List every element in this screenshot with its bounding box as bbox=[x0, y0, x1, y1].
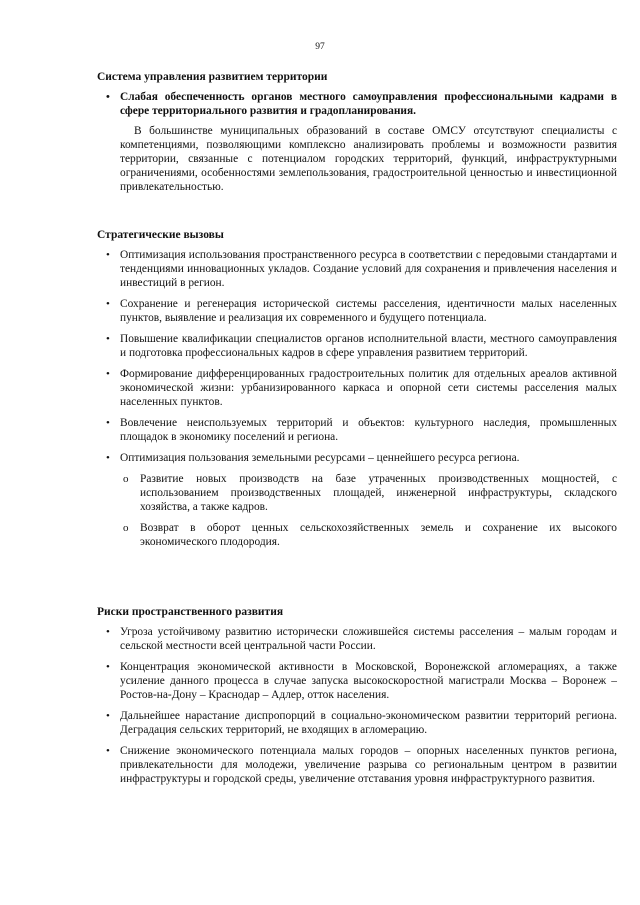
section-governance bbox=[97, 70, 617, 194]
bullet-icon: • bbox=[106, 368, 110, 380]
list-item: • Угроза устойчивому развитию исторически сложившейся системы расселения – малым городам и сельской местности всей центральной части России. bbox=[106, 626, 617, 652]
circle-bullet-icon: o bbox=[123, 522, 129, 534]
bullet-icon: • bbox=[106, 626, 110, 638]
list-item: • Концентрация экономической активности в Московской, Воронежской агломерациях, а также усиление данного процесса в случае запуска высокоскоростной магистрали Москва – Воронеж – Ростов-на-Дону – Краснодар – Адлер, отток населения. bbox=[106, 661, 617, 701]
list-item: • Дальнейшее нарастание диспропорций в социально-экономическом развитии территорий региона. Деградация сельских территорий, не входящих в агломерацию. bbox=[106, 710, 617, 736]
section-title: Стратегические вызовы bbox=[97, 229, 224, 241]
bullet-icon: • bbox=[106, 452, 110, 464]
list-item: • Слабая обеспеченность органов местного самоуправления профессиональными кадрами в сфере территориального развития и градопланирования. bbox=[106, 91, 617, 117]
section-risks bbox=[97, 605, 617, 786]
bullet-icon: • bbox=[106, 249, 110, 261]
section-title: Риски пространственного развития bbox=[97, 606, 284, 618]
sub-list-item: o Возврат в оборот ценных сельскохозяйственных земель и сохранение их высокого экономического плодородия. bbox=[123, 522, 617, 548]
bullet-icon: • bbox=[106, 91, 110, 103]
list-item: • Повышение квалификации специалистов органов исполнительной власти, местного самоуправления и подготовка профессиональных кадров в сфере управления развитием территорий. bbox=[106, 333, 617, 359]
bullet-icon: • bbox=[106, 661, 110, 673]
paragraph: В большинстве муниципальных образований в составе ОМСУ отсутствуют специалисты с компетенциями, позволяющими комплексно анализировать проблемы и возможности развития территории, связанные с потенциалом городских территорий, функций, инфраструктурными ограничениями, особенностями землепользования, градостроительной ценностью и инвестиционной привлекательностью. bbox=[120, 125, 617, 193]
list-item: • Снижение экономического потенциала малых городов – опорных населенных пунктов региона, привлекательности для молодежи, увеличение разрыва со региональным центром в развитии инфраструктуры и городской среды, увеличение отставания уровня инфраструктурного развития. bbox=[106, 745, 617, 785]
bullet-list bbox=[97, 248, 617, 465]
bullet-icon: • bbox=[106, 333, 110, 345]
list-item: • Оптимизация использования пространственного ресурса в соответствии с передовыми стандартами и тенденциями инновационных укладов. Создание условий для сохранения и привлечения населения и инвестиций в регион. bbox=[106, 249, 617, 289]
bullet-list bbox=[97, 90, 617, 118]
bullet-icon: • bbox=[106, 298, 110, 310]
list-item: • Формирование дифференцированных градостроительных политик для отдельных ареалов активной экономической жизни: урбанизированного каркаса и опорной сети системы расселения малых населенных пунктов. bbox=[106, 368, 617, 408]
list-item: • Вовлечение неиспользуемых территорий и объектов: культурного наследия, промышленных площадок в экономику поселений и региона. bbox=[106, 417, 617, 443]
bullet-list bbox=[97, 625, 617, 786]
bullet-icon: • bbox=[106, 745, 110, 757]
bullet-icon: • bbox=[106, 710, 110, 722]
bullet-icon: • bbox=[106, 417, 110, 429]
list-item: • Сохранение и регенерация исторической системы расселения, идентичности малых населенных пунктов, выявление и реализация их современного и будущего потенциала. bbox=[106, 298, 617, 324]
list-item: • Оптимизация пользования земельными ресурсами – ценнейшего ресурса региона. bbox=[106, 452, 520, 464]
circle-bullet-icon: o bbox=[123, 473, 129, 485]
section-title: Система управления развитием территории bbox=[97, 71, 328, 83]
sub-list-item: o Развитие новых производств на базе утраченных производственных мощностей, с использованием производственных площадей, инженерной инфраструктуры, складского хозяйства, а также кадров. bbox=[123, 473, 617, 513]
page-number: 97 bbox=[315, 42, 325, 52]
section-strategic-challenges bbox=[97, 228, 617, 549]
